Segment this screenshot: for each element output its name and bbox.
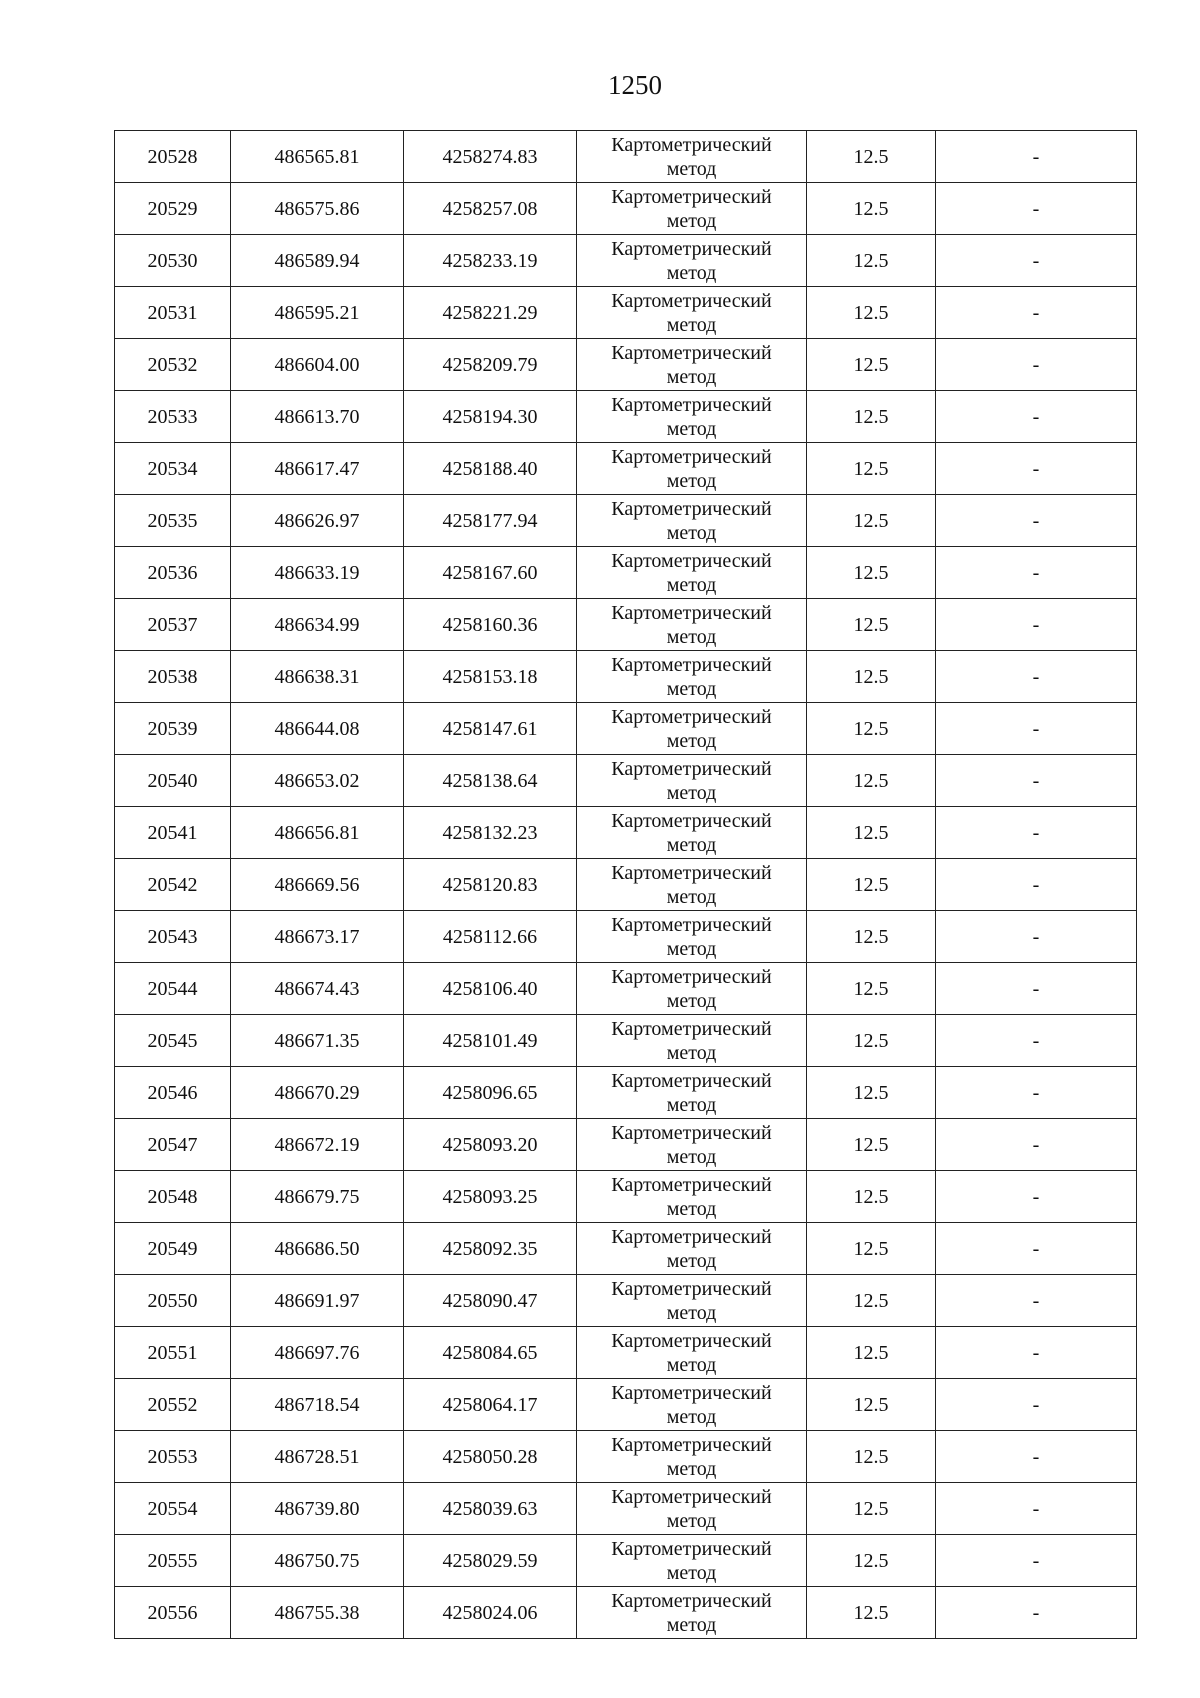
accuracy-cell: 12.5 bbox=[807, 183, 936, 235]
method-text: Картометрический bbox=[611, 965, 772, 988]
accuracy-cell: 12.5 bbox=[807, 1015, 936, 1067]
point-number-cell: 20530 bbox=[115, 235, 231, 287]
x-coordinate-cell: 486575.86 bbox=[231, 183, 404, 235]
table-row bbox=[115, 755, 1137, 807]
table-row bbox=[115, 1119, 1137, 1171]
table-row bbox=[115, 547, 1137, 599]
method-cell bbox=[577, 1015, 807, 1067]
y-coordinate-cell: 4258194.30 bbox=[404, 391, 577, 443]
method-text: Картометрический bbox=[611, 445, 772, 468]
page-number: 1250 bbox=[608, 70, 662, 100]
method-cell bbox=[577, 131, 807, 183]
method-text: Картометрический bbox=[611, 1277, 772, 1300]
table-row bbox=[115, 1327, 1137, 1379]
method-text: Картометрический bbox=[611, 1017, 772, 1040]
accuracy-cell: 12.5 bbox=[807, 287, 936, 339]
note-cell: - bbox=[936, 1067, 1137, 1119]
method-text: метод bbox=[666, 937, 717, 960]
note-cell: - bbox=[936, 1275, 1137, 1327]
method-text: метод bbox=[666, 1093, 717, 1116]
note-cell: - bbox=[936, 1535, 1137, 1587]
x-coordinate-cell: 486697.76 bbox=[231, 1327, 404, 1379]
method-cell bbox=[577, 1275, 807, 1327]
method-text: метод bbox=[666, 1301, 717, 1324]
y-coordinate-cell: 4258050.28 bbox=[404, 1431, 577, 1483]
x-coordinate-cell: 486673.17 bbox=[231, 911, 404, 963]
accuracy-cell: 12.5 bbox=[807, 1379, 936, 1431]
table-row bbox=[115, 703, 1137, 755]
x-coordinate-cell: 486633.19 bbox=[231, 547, 404, 599]
method-text: Картометрический bbox=[611, 289, 772, 312]
method-text: Картометрический bbox=[611, 549, 772, 572]
y-coordinate-cell: 4258177.94 bbox=[404, 495, 577, 547]
accuracy-cell: 12.5 bbox=[807, 1327, 936, 1379]
point-number-cell: 20555 bbox=[115, 1535, 231, 1587]
point-number-cell: 20531 bbox=[115, 287, 231, 339]
method-text: Картометрический bbox=[611, 601, 772, 624]
x-coordinate-cell: 486565.81 bbox=[231, 131, 404, 183]
point-number-cell: 20552 bbox=[115, 1379, 231, 1431]
y-coordinate-cell: 4258120.83 bbox=[404, 859, 577, 911]
table-row bbox=[115, 131, 1137, 183]
method-text: метод bbox=[666, 157, 717, 180]
note-cell: - bbox=[936, 339, 1137, 391]
accuracy-cell: 12.5 bbox=[807, 1067, 936, 1119]
method-text: Картометрический bbox=[611, 133, 772, 156]
method-cell bbox=[577, 495, 807, 547]
table-row bbox=[115, 651, 1137, 703]
method-text: метод bbox=[666, 521, 717, 544]
y-coordinate-cell: 4258106.40 bbox=[404, 963, 577, 1015]
note-cell: - bbox=[936, 651, 1137, 703]
point-number-cell: 20534 bbox=[115, 443, 231, 495]
method-cell bbox=[577, 859, 807, 911]
method-text: метод bbox=[666, 1041, 717, 1064]
y-coordinate-cell: 4258090.47 bbox=[404, 1275, 577, 1327]
method-text: Картометрический bbox=[611, 1069, 772, 1092]
y-coordinate-cell: 4258138.64 bbox=[404, 755, 577, 807]
method-cell bbox=[577, 1535, 807, 1587]
method-text: Картометрический bbox=[611, 653, 772, 676]
accuracy-cell: 12.5 bbox=[807, 807, 936, 859]
table-row bbox=[115, 443, 1137, 495]
y-coordinate-cell: 4258029.59 bbox=[404, 1535, 577, 1587]
note-cell: - bbox=[936, 755, 1137, 807]
x-coordinate-cell: 486613.70 bbox=[231, 391, 404, 443]
note-cell: - bbox=[936, 911, 1137, 963]
x-coordinate-cell: 486691.97 bbox=[231, 1275, 404, 1327]
method-text: Картометрический bbox=[611, 1329, 772, 1352]
method-text: метод bbox=[666, 261, 717, 284]
note-cell: - bbox=[936, 599, 1137, 651]
accuracy-cell: 12.5 bbox=[807, 391, 936, 443]
x-coordinate-cell: 486670.29 bbox=[231, 1067, 404, 1119]
method-text: Картометрический bbox=[611, 185, 772, 208]
y-coordinate-cell: 4258147.61 bbox=[404, 703, 577, 755]
table-row bbox=[115, 1067, 1137, 1119]
method-text: Картометрический bbox=[611, 341, 772, 364]
method-text: Картометрический bbox=[611, 237, 772, 260]
method-cell bbox=[577, 651, 807, 703]
accuracy-cell: 12.5 bbox=[807, 131, 936, 183]
x-coordinate-cell: 486669.56 bbox=[231, 859, 404, 911]
method-cell bbox=[577, 1223, 807, 1275]
x-coordinate-cell: 486718.54 bbox=[231, 1379, 404, 1431]
method-cell bbox=[577, 755, 807, 807]
method-text: Картометрический bbox=[611, 1225, 772, 1248]
method-text: метод bbox=[666, 1353, 717, 1376]
method-cell bbox=[577, 183, 807, 235]
method-text: Картометрический bbox=[611, 1537, 772, 1560]
method-text: метод bbox=[666, 1509, 717, 1532]
note-cell: - bbox=[936, 1223, 1137, 1275]
note-cell: - bbox=[936, 547, 1137, 599]
point-number-cell: 20532 bbox=[115, 339, 231, 391]
table-row bbox=[115, 495, 1137, 547]
point-number-cell: 20551 bbox=[115, 1327, 231, 1379]
method-cell bbox=[577, 1119, 807, 1171]
note-cell: - bbox=[936, 703, 1137, 755]
note-cell: - bbox=[936, 807, 1137, 859]
point-number-cell: 20540 bbox=[115, 755, 231, 807]
point-number-cell: 20539 bbox=[115, 703, 231, 755]
method-text: метод bbox=[666, 885, 717, 908]
note-cell: - bbox=[936, 287, 1137, 339]
method-text: метод bbox=[666, 365, 717, 388]
table-row bbox=[115, 339, 1137, 391]
note-cell: - bbox=[936, 183, 1137, 235]
method-text: метод bbox=[666, 729, 717, 752]
note-cell: - bbox=[936, 1483, 1137, 1535]
point-number-cell: 20543 bbox=[115, 911, 231, 963]
accuracy-cell: 12.5 bbox=[807, 599, 936, 651]
accuracy-cell: 12.5 bbox=[807, 235, 936, 287]
table-row bbox=[115, 391, 1137, 443]
point-number-cell: 20556 bbox=[115, 1587, 231, 1639]
point-number-cell: 20537 bbox=[115, 599, 231, 651]
point-number-cell: 20546 bbox=[115, 1067, 231, 1119]
point-number-cell: 20547 bbox=[115, 1119, 231, 1171]
method-cell bbox=[577, 963, 807, 1015]
x-coordinate-cell: 486617.47 bbox=[231, 443, 404, 495]
method-cell bbox=[577, 1171, 807, 1223]
point-number-cell: 20553 bbox=[115, 1431, 231, 1483]
accuracy-cell: 12.5 bbox=[807, 443, 936, 495]
method-cell bbox=[577, 339, 807, 391]
y-coordinate-cell: 4258024.06 bbox=[404, 1587, 577, 1639]
x-coordinate-cell: 486686.50 bbox=[231, 1223, 404, 1275]
x-coordinate-cell: 486595.21 bbox=[231, 287, 404, 339]
table-row bbox=[115, 1171, 1137, 1223]
table-row bbox=[115, 1275, 1137, 1327]
method-cell bbox=[577, 1379, 807, 1431]
table-row bbox=[115, 1431, 1137, 1483]
coordinates-table bbox=[114, 130, 1137, 1639]
note-cell: - bbox=[936, 235, 1137, 287]
point-number-cell: 20541 bbox=[115, 807, 231, 859]
method-cell bbox=[577, 235, 807, 287]
method-text: метод bbox=[666, 313, 717, 336]
method-text: метод bbox=[666, 1249, 717, 1272]
y-coordinate-cell: 4258160.36 bbox=[404, 599, 577, 651]
note-cell: - bbox=[936, 443, 1137, 495]
method-text: Картометрический bbox=[611, 1589, 772, 1612]
method-cell bbox=[577, 1483, 807, 1535]
accuracy-cell: 12.5 bbox=[807, 911, 936, 963]
y-coordinate-cell: 4258093.25 bbox=[404, 1171, 577, 1223]
x-coordinate-cell: 486728.51 bbox=[231, 1431, 404, 1483]
accuracy-cell: 12.5 bbox=[807, 963, 936, 1015]
y-coordinate-cell: 4258274.83 bbox=[404, 131, 577, 183]
method-text: Картометрический bbox=[611, 1433, 772, 1456]
x-coordinate-cell: 486750.75 bbox=[231, 1535, 404, 1587]
y-coordinate-cell: 4258188.40 bbox=[404, 443, 577, 495]
x-coordinate-cell: 486739.80 bbox=[231, 1483, 404, 1535]
accuracy-cell: 12.5 bbox=[807, 1223, 936, 1275]
y-coordinate-cell: 4258101.49 bbox=[404, 1015, 577, 1067]
table-row bbox=[115, 807, 1137, 859]
method-cell bbox=[577, 1587, 807, 1639]
note-cell: - bbox=[936, 1171, 1137, 1223]
y-coordinate-cell: 4258039.63 bbox=[404, 1483, 577, 1535]
table-row bbox=[115, 1483, 1137, 1535]
method-cell bbox=[577, 599, 807, 651]
method-text: метод bbox=[666, 1457, 717, 1480]
method-cell bbox=[577, 391, 807, 443]
method-cell bbox=[577, 807, 807, 859]
table-row bbox=[115, 1379, 1137, 1431]
method-text: метод bbox=[666, 209, 717, 232]
method-text: Картометрический bbox=[611, 861, 772, 884]
method-cell bbox=[577, 443, 807, 495]
method-text: метод bbox=[666, 989, 717, 1012]
method-text: Картометрический bbox=[611, 1381, 772, 1404]
point-number-cell: 20528 bbox=[115, 131, 231, 183]
method-text: метод bbox=[666, 469, 717, 492]
note-cell: - bbox=[936, 1119, 1137, 1171]
method-text: Картометрический bbox=[611, 1173, 772, 1196]
x-coordinate-cell: 486679.75 bbox=[231, 1171, 404, 1223]
accuracy-cell: 12.5 bbox=[807, 1431, 936, 1483]
x-coordinate-cell: 486674.43 bbox=[231, 963, 404, 1015]
table-row bbox=[115, 1535, 1137, 1587]
point-number-cell: 20545 bbox=[115, 1015, 231, 1067]
x-coordinate-cell: 486672.19 bbox=[231, 1119, 404, 1171]
point-number-cell: 20536 bbox=[115, 547, 231, 599]
note-cell: - bbox=[936, 131, 1137, 183]
note-cell: - bbox=[936, 1431, 1137, 1483]
method-cell bbox=[577, 547, 807, 599]
method-text: метод bbox=[666, 417, 717, 440]
point-number-cell: 20550 bbox=[115, 1275, 231, 1327]
table-row bbox=[115, 911, 1137, 963]
note-cell: - bbox=[936, 859, 1137, 911]
point-number-cell: 20549 bbox=[115, 1223, 231, 1275]
method-text: Картометрический bbox=[611, 705, 772, 728]
table-row bbox=[115, 1587, 1137, 1639]
x-coordinate-cell: 486656.81 bbox=[231, 807, 404, 859]
accuracy-cell: 12.5 bbox=[807, 339, 936, 391]
note-cell: - bbox=[936, 1587, 1137, 1639]
y-coordinate-cell: 4258064.17 bbox=[404, 1379, 577, 1431]
y-coordinate-cell: 4258096.65 bbox=[404, 1067, 577, 1119]
x-coordinate-cell: 486671.35 bbox=[231, 1015, 404, 1067]
y-coordinate-cell: 4258092.35 bbox=[404, 1223, 577, 1275]
method-text: метод bbox=[666, 677, 717, 700]
method-text: метод bbox=[666, 1561, 717, 1584]
y-coordinate-cell: 4258233.19 bbox=[404, 235, 577, 287]
point-number-cell: 20529 bbox=[115, 183, 231, 235]
method-text: метод bbox=[666, 573, 717, 596]
method-text: метод bbox=[666, 625, 717, 648]
note-cell: - bbox=[936, 391, 1137, 443]
table-row bbox=[115, 859, 1137, 911]
table-row bbox=[115, 287, 1137, 339]
point-number-cell: 20554 bbox=[115, 1483, 231, 1535]
x-coordinate-cell: 486653.02 bbox=[231, 755, 404, 807]
method-text: Картометрический bbox=[611, 393, 772, 416]
accuracy-cell: 12.5 bbox=[807, 1171, 936, 1223]
table-row bbox=[115, 1015, 1137, 1067]
point-number-cell: 20548 bbox=[115, 1171, 231, 1223]
accuracy-cell: 12.5 bbox=[807, 651, 936, 703]
accuracy-cell: 12.5 bbox=[807, 547, 936, 599]
y-coordinate-cell: 4258257.08 bbox=[404, 183, 577, 235]
accuracy-cell: 12.5 bbox=[807, 1119, 936, 1171]
accuracy-cell: 12.5 bbox=[807, 495, 936, 547]
accuracy-cell: 12.5 bbox=[807, 1587, 936, 1639]
y-coordinate-cell: 4258209.79 bbox=[404, 339, 577, 391]
table-row bbox=[115, 1223, 1137, 1275]
y-coordinate-cell: 4258084.65 bbox=[404, 1327, 577, 1379]
table-row bbox=[115, 963, 1137, 1015]
x-coordinate-cell: 486644.08 bbox=[231, 703, 404, 755]
point-number-cell: 20533 bbox=[115, 391, 231, 443]
method-text: Картометрический bbox=[611, 1485, 772, 1508]
method-cell bbox=[577, 1431, 807, 1483]
y-coordinate-cell: 4258167.60 bbox=[404, 547, 577, 599]
x-coordinate-cell: 486634.99 bbox=[231, 599, 404, 651]
note-cell: - bbox=[936, 1327, 1137, 1379]
y-coordinate-cell: 4258112.66 bbox=[404, 911, 577, 963]
method-cell bbox=[577, 911, 807, 963]
point-number-cell: 20542 bbox=[115, 859, 231, 911]
point-number-cell: 20544 bbox=[115, 963, 231, 1015]
point-number-cell: 20538 bbox=[115, 651, 231, 703]
method-text: метод bbox=[666, 1405, 717, 1428]
note-cell: - bbox=[936, 1379, 1137, 1431]
point-number-cell: 20535 bbox=[115, 495, 231, 547]
y-coordinate-cell: 4258093.20 bbox=[404, 1119, 577, 1171]
x-coordinate-cell: 486626.97 bbox=[231, 495, 404, 547]
method-text: метод bbox=[666, 833, 717, 856]
table-row bbox=[115, 599, 1137, 651]
accuracy-cell: 12.5 bbox=[807, 859, 936, 911]
method-text: Картометрический bbox=[611, 913, 772, 936]
table-row bbox=[115, 183, 1137, 235]
y-coordinate-cell: 4258153.18 bbox=[404, 651, 577, 703]
x-coordinate-cell: 486755.38 bbox=[231, 1587, 404, 1639]
method-text: Картометрический bbox=[611, 497, 772, 520]
x-coordinate-cell: 486589.94 bbox=[231, 235, 404, 287]
coordinates-table-body bbox=[115, 131, 1137, 1639]
x-coordinate-cell: 486604.00 bbox=[231, 339, 404, 391]
x-coordinate-cell: 486638.31 bbox=[231, 651, 404, 703]
method-text: Картометрический bbox=[611, 757, 772, 780]
accuracy-cell: 12.5 bbox=[807, 1275, 936, 1327]
method-cell bbox=[577, 703, 807, 755]
table-row bbox=[115, 235, 1137, 287]
method-text: метод bbox=[666, 1613, 717, 1636]
method-text: метод bbox=[666, 781, 717, 804]
accuracy-cell: 12.5 bbox=[807, 1535, 936, 1587]
accuracy-cell: 12.5 bbox=[807, 755, 936, 807]
method-text: Картометрический bbox=[611, 809, 772, 832]
y-coordinate-cell: 4258221.29 bbox=[404, 287, 577, 339]
y-coordinate-cell: 4258132.23 bbox=[404, 807, 577, 859]
note-cell: - bbox=[936, 495, 1137, 547]
method-cell bbox=[577, 287, 807, 339]
accuracy-cell: 12.5 bbox=[807, 1483, 936, 1535]
method-text: Картометрический bbox=[611, 1121, 772, 1144]
note-cell: - bbox=[936, 1015, 1137, 1067]
method-cell bbox=[577, 1067, 807, 1119]
method-text: метод bbox=[666, 1145, 717, 1168]
method-text: метод bbox=[666, 1197, 717, 1220]
method-cell bbox=[577, 1327, 807, 1379]
accuracy-cell: 12.5 bbox=[807, 703, 936, 755]
note-cell: - bbox=[936, 963, 1137, 1015]
